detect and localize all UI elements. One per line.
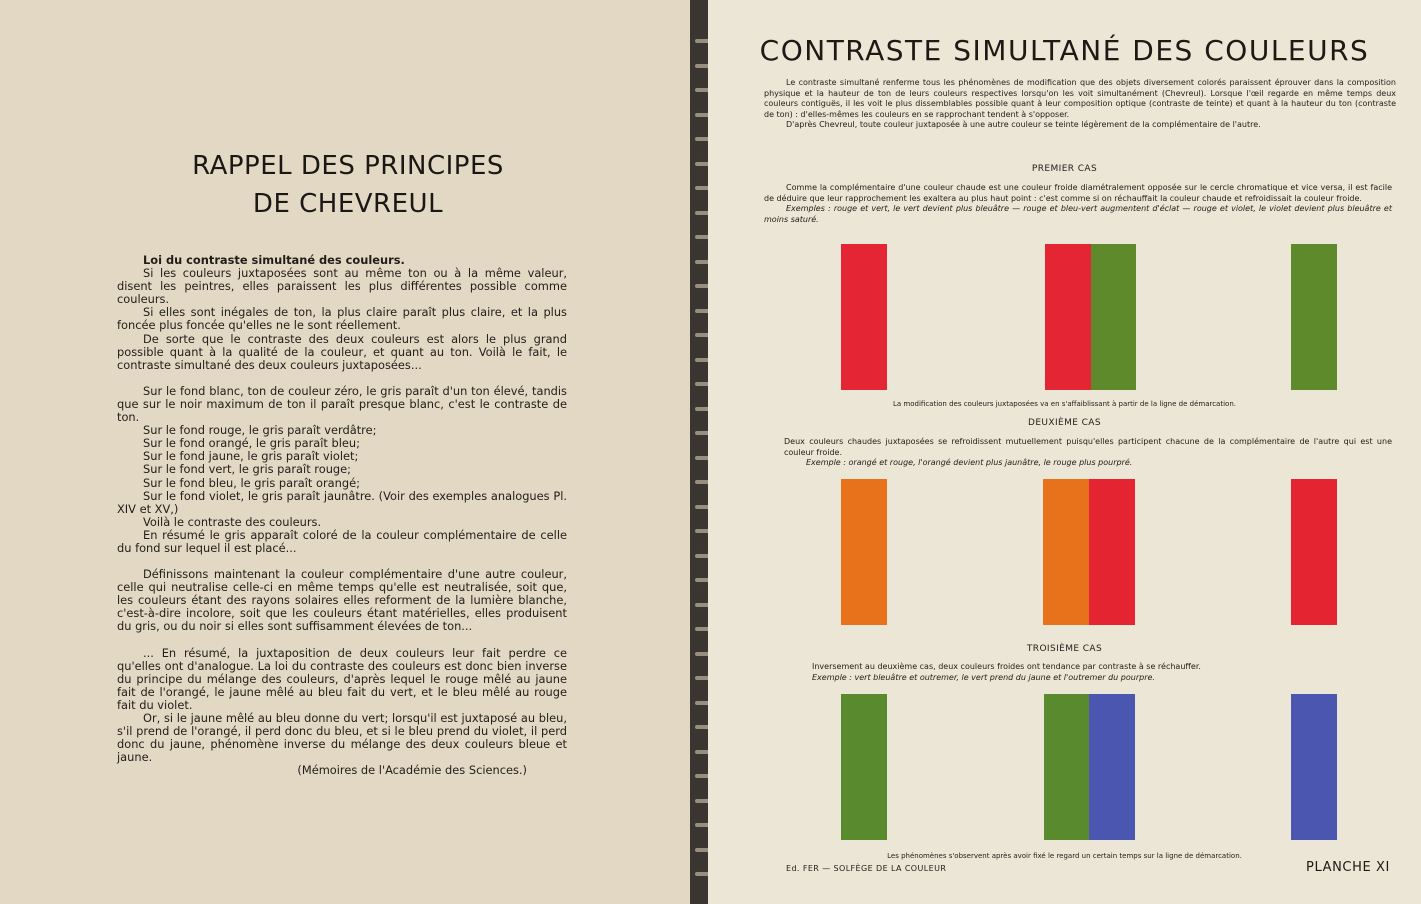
right-page — [708, 0, 1421, 904]
list-item: Sur le fond vert, le gris paraît rouge; — [143, 462, 351, 477]
swatch-ultramarine — [1291, 694, 1337, 840]
paragraph: ... En résumé, la juxtaposition de deux couleurs leur fait perdre ce qu'elles ont d'analogue. La loi du contraste des couleurs est donc bien inverse du principe du mélange des couleurs, d'après lequel le rouge mêlé au jaune fait de l'orangé, le jaune mêlé au bleu fait du vert, et le bleu mêlé au rouge fait du violet. — [117, 645, 567, 712]
list-item: Sur le fond violet, le gris paraît jaunâtre. (Voir des exemples analogues Pl. XIV et XV,) — [117, 488, 567, 516]
list-item: Sur le fond orangé, le gris paraît bleu; — [143, 436, 360, 451]
case3-example: Exemple : vert bleuâtre et outremer, le vert prend du jaune et l'outremer du pourpre. — [812, 672, 1155, 682]
case1-note: La modification des couleurs juxtaposées va en s'affaiblissant à partir de la ligne de démarcation. — [893, 400, 1236, 408]
swatch-bluish-green-juxtaposed — [1044, 694, 1089, 840]
swatch-red-juxtaposed-2 — [1089, 479, 1135, 625]
paragraph: En résumé le gris apparaît coloré de la couleur complémentaire de celle du fond sur lequel il est placé... — [117, 527, 567, 555]
case3-note: Les phénomènes s'observent après avoir fixé le regard un certain temps sur la ligne de démarcation. — [887, 852, 1242, 860]
law-heading: Loi du contraste simultané des couleurs. — [143, 253, 405, 267]
left-title-line2: DE CHEVREUL — [252, 189, 444, 219]
swatch-green-juxtaposed — [1091, 244, 1136, 390]
paragraph: Or, si le jaune mêlé au bleu donne du vert; lorsqu'il est juxtaposé au bleu, s'il prend de l'orangé, il perd donc du bleu, et si le bleu prend du violet, il perd donc du jaune, phénomène inverse du mélange des deux couleurs bleue et jaune. — [117, 711, 567, 765]
left-title-line1: RAPPEL DES PRINCIPES — [192, 151, 504, 181]
swatch-red-2 — [1291, 479, 1337, 625]
right-title: CONTRASTE SIMULTANÉ DES COULEURS — [759, 34, 1370, 67]
case2-text — [784, 437, 1392, 469]
list-item: Sur le fond jaune, le gris paraît violet; — [143, 449, 359, 464]
swatch-red — [841, 244, 887, 390]
swatch-green — [1291, 244, 1337, 390]
plate-number: PLANCHE XI — [1306, 860, 1390, 875]
swatch-bluish-green — [841, 694, 887, 840]
left-page — [0, 0, 696, 904]
case3-paragraph: Inversement au deuxième cas, deux couleurs froides ont tendance par contraste à se réchauffer. — [812, 662, 1201, 671]
left-body-text — [117, 254, 567, 777]
intro-paragraph: Le contraste simultané renferme tous les phénomènes de modification que des objets diversement colorés paraissent éprouver dans la composition physique et la hauteur de ton de leurs couleurs respectives lorsqu'on les voit simultanément (Chevreul). Lorsque l'œil regarde en même temps deux couleurs contiguës, il les voit le plus dissemblables possible quant à leur composition optique (contraste de teinte) et quant à la hauteur du ton (contraste de ton) : d'elles-mêmes les couleurs en se rapprochant tendent à s'opposer. — [764, 78, 1396, 119]
paragraph: De sorte que le contraste des deux couleurs est alors le plus grand possible quant à la qualité de la couleur, et quant au ton. Voilà le fait, le contraste simultané des deux couleurs juxtaposées... — [117, 331, 567, 372]
case2-example: Exemple : orangé et rouge, l'orangé devient plus jaunâtre, le rouge plus pourpré. — [806, 458, 1133, 468]
paragraph: Sur le fond blanc, ton de couleur zéro, le gris paraît d'un ton élevé, tandis que sur le noir maximum de ton il paraît presque blanc, c'est le contraste de ton. — [117, 383, 567, 425]
list-item: Sur le fond rouge, le gris paraît verdâtre; — [143, 423, 377, 438]
case1-label: PREMIER CAS — [1031, 164, 1098, 174]
swatch-red-juxtaposed — [1045, 244, 1091, 390]
case1-example: Exemples : rouge et vert, le vert devient plus bleuâtre — rouge et bleu-vert augmentent d'éclat — rouge et violet, le violet devient plus bleuâtre et moins saturé. — [764, 204, 1392, 224]
case3-text — [812, 662, 1392, 683]
source-citation: (Mémoires de l'Académie des Sciences.) — [297, 763, 527, 778]
swatch-orange — [841, 479, 887, 625]
case3-label: TROISIÈME CAS — [1026, 644, 1103, 654]
intro-text — [764, 78, 1396, 131]
case1-paragraph: Comme la complémentaire d'une couleur chaude est une couleur froide diamétralement opposée sur le cercle chromatique et vice versa, il est facile de déduire que leur rapprochement les exaltera au plus haut point : c'est comme si on réchauffait la couleur chaude et refroidissait la couleur froide. — [764, 183, 1392, 203]
list-item: Voilà le contraste des couleurs. — [143, 514, 322, 529]
paragraph: Définissons maintenant la couleur complémentaire d'une autre couleur, celle qui neutralise celle-ci en même temps qu'elle est neutralisée, soit que, les couleurs étant des rayons solaires elles reforment de la lumière blanche, c'est-à-dire incolore, soit que les couleurs étant matérielles, elles produisent du gris, ou du noir si elles sont suffisamment élevées de ton... — [117, 567, 567, 634]
case1-text — [764, 183, 1392, 225]
case2-label: DEUXIÈME CAS — [1028, 418, 1101, 428]
publisher-footer: Ed. FER — SOLFÈGE DE LA COULEUR — [786, 864, 947, 873]
paragraph: Si les couleurs juxtaposées sont au même ton ou à la même valeur, disent les peintres, elles paraissent les plus différentes possible comme couleurs. — [117, 266, 567, 307]
list-item: Sur le fond bleu, le gris paraît orangé; — [143, 475, 360, 490]
swatch-ultramarine-juxtaposed — [1089, 694, 1135, 840]
swatch-orange-juxtaposed — [1043, 479, 1089, 625]
intro-paragraph-2: D'après Chevreul, toute couleur juxtaposée à une autre couleur se teinte légèrement de la complémentaire de l'autre. — [786, 120, 1261, 130]
paragraph: Si elles sont inégales de ton, la plus claire paraît plus claire, et la plus foncée plus foncée qu'elles ne le sont réellement. — [117, 305, 567, 333]
case2-paragraph: Deux couleurs chaudes juxtaposées se refroidissent mutuellement puisqu'elles participent chacune de la complémentaire de l'autre qui est une couleur froide. — [784, 437, 1392, 457]
